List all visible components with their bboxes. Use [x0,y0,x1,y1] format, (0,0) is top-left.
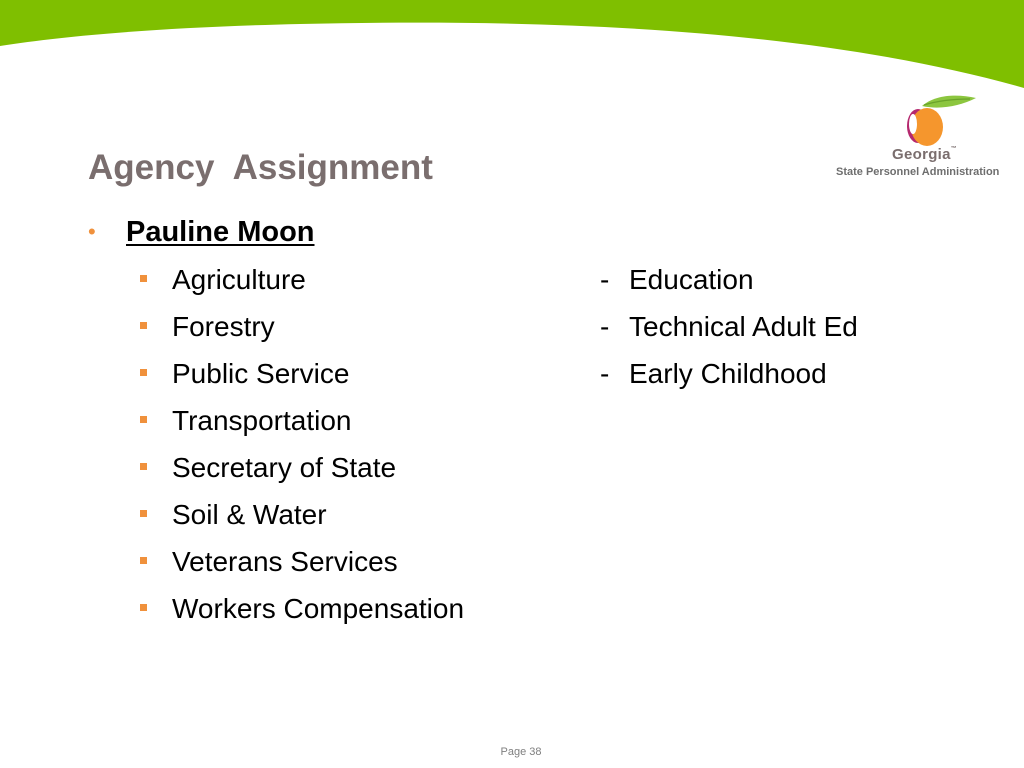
square-bullet-icon [140,275,147,282]
agency-label: Soil & Water [172,499,327,530]
square-bullet-icon [140,510,147,517]
dash-marker: - [600,358,610,389]
person-name: Pauline Moon [126,216,315,248]
dash-marker: - [600,264,610,295]
list-item [140,258,464,305]
square-bullet-icon [140,369,147,376]
list-item [140,587,464,634]
list-item [140,305,464,352]
agency-label: Veterans Services [172,546,398,577]
agency-label: Workers Compensation [172,593,465,624]
agency-label: Technical Adult Ed [629,311,858,342]
slide-title: Agency Assignment [88,148,433,187]
agency-label: Education [629,264,754,295]
logo-subtitle: State Personnel Administration [836,166,1000,178]
right-agency-list [600,258,858,399]
list-item [600,305,858,352]
square-bullet-icon [140,416,147,423]
header-green-band [0,0,1024,100]
left-agency-list [140,258,464,634]
list-item [140,493,464,540]
page-number: Page 38 [500,746,542,758]
peach-icon [900,92,980,148]
agency-label: Agriculture [172,264,306,295]
dash-marker: - [600,311,610,342]
list-item [600,352,858,399]
square-bullet-icon [140,463,147,470]
georgia-spa-logo [830,92,1022,184]
logo-wordmark: Georgia™ [892,146,958,163]
agency-label: Secretary of State [172,452,397,483]
agency-label: Transportation [172,405,352,436]
list-item [140,540,464,587]
square-bullet-icon [140,322,147,329]
square-bullet-icon [140,604,147,611]
agency-label: Forestry [172,311,275,342]
list-item [140,446,464,493]
list-item [600,258,858,305]
agency-label: Public Service [172,358,350,389]
square-bullet-icon [140,557,147,564]
person-bullet [88,212,315,252]
bullet-dot-icon: • [88,219,96,244]
agency-label: Early Childhood [629,358,827,389]
list-item [140,352,464,399]
list-item [140,399,464,446]
